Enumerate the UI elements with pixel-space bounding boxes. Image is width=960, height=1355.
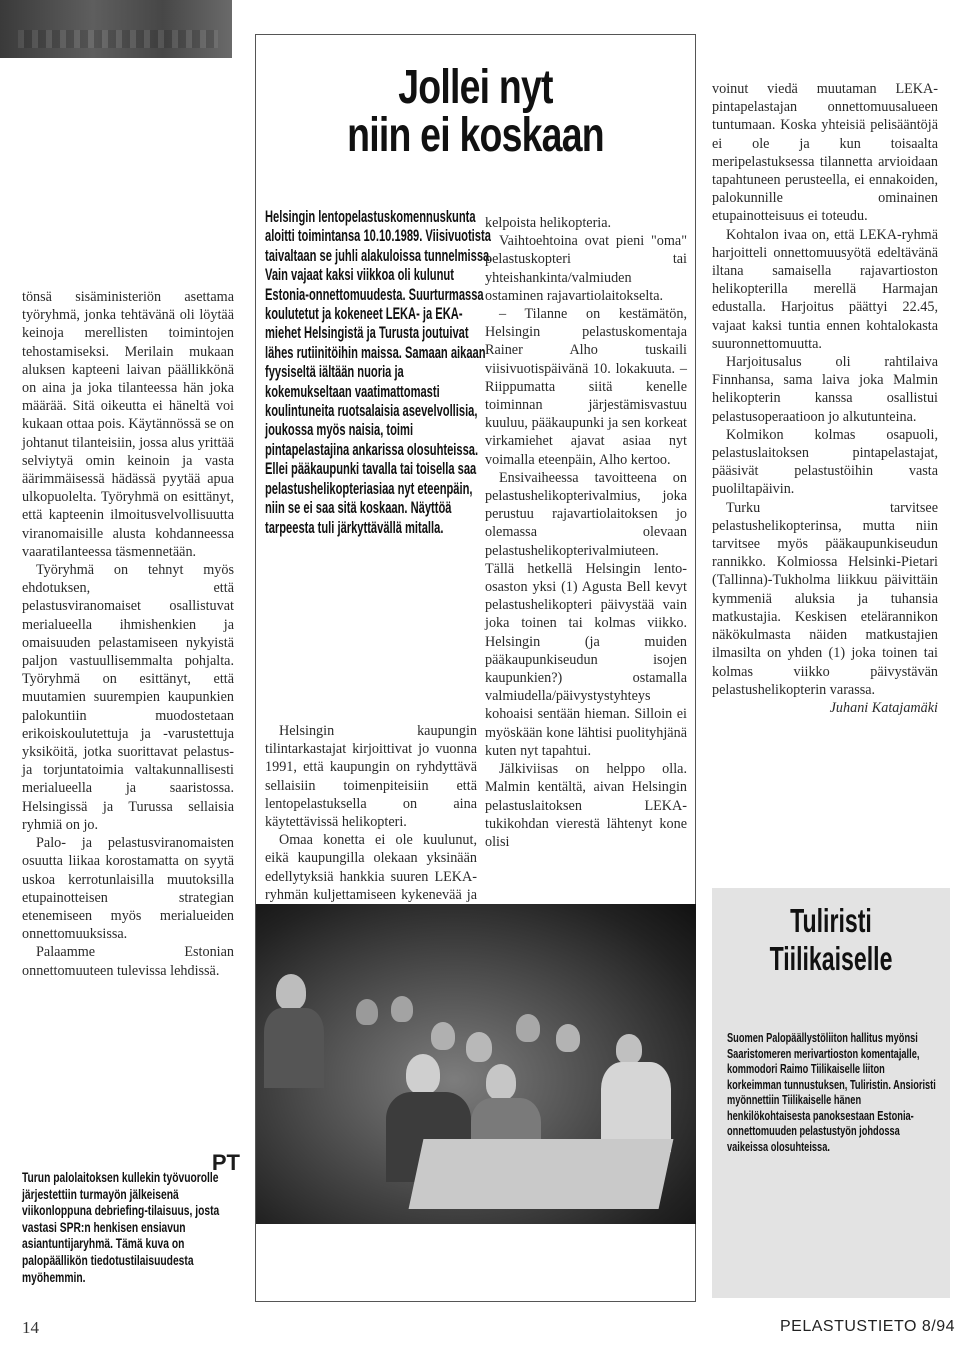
person-figure — [356, 999, 378, 1025]
paragraph: voinut viedä muutaman LEKA-pintapelastajan onnettomuusalueen tuntumaan. Koska yhteisiä pelisääntöjä ei ole ja kun toisaalta meripelastuksessa tilannetta arvioidaan tapahtuneen perusteella, ei ennakoiden, palokunnille ominainen etupainotteisuus ei toteudu. — [712, 81, 938, 225]
paragraph: tönsä sisäministeriön asettama työryhmä, jonka tehtävänä oli löytää keinoja merellisten toimintojen tehostamiseksi. Merilain mukaan aluksen kapteeni laivan päällikkönä on aina ja joka tilanteessa hän joka määrää. Sitä oikeutta ei häneltä voi kukaan ottaa pois. Käytännössä se on johtanut tilanteisiin, jossa alus yrittää selviytyä omin keinoin ja vasta äärimmäisessä hädässä pyytää apua ulkopuolelta. Työryhmä on esittänyt, että kapteenin ilmoitusvelvollisuutta viranomaisille alusta kohdanneessa vaaratilanteessa täsmennetään. — [22, 289, 234, 560]
paragraph: Työryhmä on tehnyt myös ehdotuksen, että pelastusviranomaiset osallistuvat merialueella ihmishenkien ja omaisuuden pelastamiseen nykyistä paljon vastuullisemmalta pohjalta. Työryhmä on esittänyt, että muutamien suurempien kaupunkien palokuntiin muodostetaan erikoiskoulutettuja ja -varustettuja yksiköitä, jotka suorittavat pelastus- ja torjuntatoimia valtakunnallisesti merialueella ja saaristossa. Helsingissä ja Turussa sellaisia ryhmiä on jo. — [22, 562, 234, 833]
person-figure — [616, 1034, 642, 1064]
column-left — [22, 288, 234, 980]
paragraph: Vaihtoehtoina ovat pieni "oma" pelastuskopteri tai yhteishankinta/valmiuden ostaminen rajavartiolaitokselta. — [485, 233, 687, 304]
person-figure — [466, 1032, 492, 1062]
paragraph: Turku tarvitsee pelastushelikopterinsa, mutta niin tarvitsee myös pääkaupunkiseudun rannikko. Kolmiossa Helsinki-Pietari (Tallinna)-Tukholma liikkuu päivittäin kymmeniä aluksia ja tuhansia matkustajia. Keskisen etelärannikon näkökulmasta näiden matkustajien ilmasilta on yhden (1) joka toinen tai kolmas viikko päivystävän pelastushelikopterin varassa. — [712, 499, 938, 698]
paragraph: Kolmikon kolmas osapuoli, pelastuslaitoksen pintapelastajat, pääsivät pelastustöihin vasta puoliltapäivin. — [712, 426, 938, 498]
headline — [255, 61, 696, 162]
paragraph: Palo- ja pelastusviranomaisten osuutta liikaa korostamatta on syytä uskoa kerrotunlaisilla muutoksilla etupainotteisen strategian etenemiseen myös merialueiden onnettomuuksissa. — [22, 835, 234, 943]
paragraph: Palaamme Estonian onnettomuuteen tulevissa lehdissä. — [22, 944, 234, 979]
photo-table — [409, 1139, 674, 1209]
person-figure — [264, 1008, 324, 1088]
magazine-footer: PELASTUSTIETO 8/94 — [780, 1318, 955, 1335]
paragraph: Kohtalon ivaa on, että LEKA-ryhmä harjoitteli onnettomuusyötä edeltävänä iltana samaisella rajavartioston helikopterilla merellä Harmajan edustalla. Harjoitus päättyi 22.45, vajaat kaksi tuntia ennen kohtalokasta suuronnettomuutta. — [712, 226, 938, 352]
page-number: 14 — [22, 1318, 39, 1337]
person-figure — [391, 996, 413, 1022]
author-signature: Juhani Katajamäki — [829, 699, 938, 716]
photo-caption — [22, 1170, 234, 1286]
headline-line-2: niin ei koskaan — [347, 109, 604, 162]
paragraph: Jälkiviisas on helppo olla. Malmin kentältä, aivan Helsingin pelastuslaitoksen LEKA-tukikohdan vierestä lähtenyt kone olisi — [485, 761, 687, 850]
column-middle — [265, 722, 477, 922]
debriefing-photo — [256, 904, 696, 1224]
column-right — [485, 214, 687, 851]
sidebar-body — [727, 1030, 939, 1154]
person-figure — [431, 1022, 455, 1050]
lead-text: Helsingin lentopelastuskomennuskunta aloitti toimintansa 10.10.1989. Viisivuotista taivaltaan se juhli alakuloissa tunnelmissa. Vain vajaat kaksi viikkoa oli kulunut Estonia-onnettomuudesta. Suurturmassa koulutetut ja kokeneet LEKA- ja EKA-miehet Helsingistä ja Turusta joutuivat lähes rutiinitöihin maissa. Samaan aikaan fyysiseltä iältään nuoria ja kokemukseltaan vaatimattomasti koulintuneita ruotsalaisia asevelvollisia, joukossa myös naisia, toimi pintapelastajina ankarissa olosuhteissa. Ellei pääkaupunki tavalla tai toisella saa pelastushelikopteriasiaa nyt eteenpäin, niin se ei saa sitä koskaan. Näyttöä tarpeesta tuli järkyttävällä mitalla. — [265, 208, 493, 537]
person-figure — [556, 1024, 580, 1052]
signoff-initials: PT — [211, 1150, 240, 1175]
paragraph: Helsingin kaupungin tilintarkastajat kirjoittivat jo vuonna 1991, että kaupungin on ryhdyttävä sellaisiin toimenpiteisiin että lentopelastuksella on aina käytettävissä helikopteri. — [265, 723, 477, 831]
sidebar-body-text: Suomen Palopäällystöliiton hallitus myönsi Saaristomeren merivartioston komentajalle, kommodori Raimo Tiilikaiselle liiton korkeimman tunnustuksen, Tuliristin. Ansioristi myönnettiin Tiilikaiselle hänen henkilökohtaisesta panoksestaan Estonia-onnettomuuden pelastustyön johdossa vaikeissa olosuhteissa. — [727, 1030, 936, 1154]
person-figure — [486, 1064, 516, 1100]
sidebar-title-line-2: Tiilikaiselle — [769, 940, 893, 977]
person-figure — [276, 974, 306, 1010]
paragraph: Omaa konetta ei ole kuulunut, eikä kaupungilla olekaan yksinään edellytyksiä hankkia suuren LEKA-ryhmän kuljettamiseen kykenevää ja — [265, 832, 477, 903]
sidebar-title — [712, 902, 950, 978]
paragraph: Ensivaiheessa tavoitteena on pelastushelikopterivalmius, joka perustuu rajavartiolaitoksen jo olemassa olevaan pelastushelikopterivalmiuteen. Tällä hetkellä Helsingin lento-osaston yksi (1) Agusta Bell kevyt pelastushelikopteri päivystää vain joka toinen tai kolmas viikko. Helsingin (ja muiden pääkaupunkiseudun isojen kaupunkien?) ostamalla valmiudella/päivystystyhteys kohoaisi sentään hieman. Silloin ei myöskään kone lähtisi puolityhjänä kuten nyt tapahtui. — [485, 469, 687, 759]
sidebar-title-line-1: Tuliristi — [790, 902, 872, 939]
paragraph: – Tilanne on kestämätön, Helsingin pelastuskomentaja Rainer Alho tuskaili viisivuotispäivänä 10. lokakuuta. – Riippumatta siitä kenelle toiminnan järjestämisvastuu kuuluu, pääkaupunki ja sen korkeat virkamiehet ajavat asiaa nyt voimalla eteenpäin, Alho kertoo. — [485, 306, 687, 468]
caption-text: Turun palolaitoksen kullekin työvuorolle järjestettiin turmayön jälkeisenä viikonloppuna debriefing-tilaisuus, josta vastasi SPR:n henkisen ensiavun asiantuntijaryhmä. Tämä kuva on palopäällikön tiedotustilaisuudesta myöhemmin. — [22, 1170, 220, 1285]
headline-line-1: Jollei nyt — [398, 61, 553, 114]
paragraph: kelpoista helikopteria. — [485, 215, 612, 231]
person-figure — [406, 1054, 440, 1094]
person-figure — [516, 1014, 540, 1042]
paragraph: Harjoitusalus oli rahtilaiva Finnhansa, sama laiva joka Malmin helikopterin kanssa osallistui pelastusoperaatioon jo alkutunteina. — [712, 354, 938, 425]
column-far-right — [712, 80, 938, 717]
photo-strip-top-left — [0, 0, 232, 58]
